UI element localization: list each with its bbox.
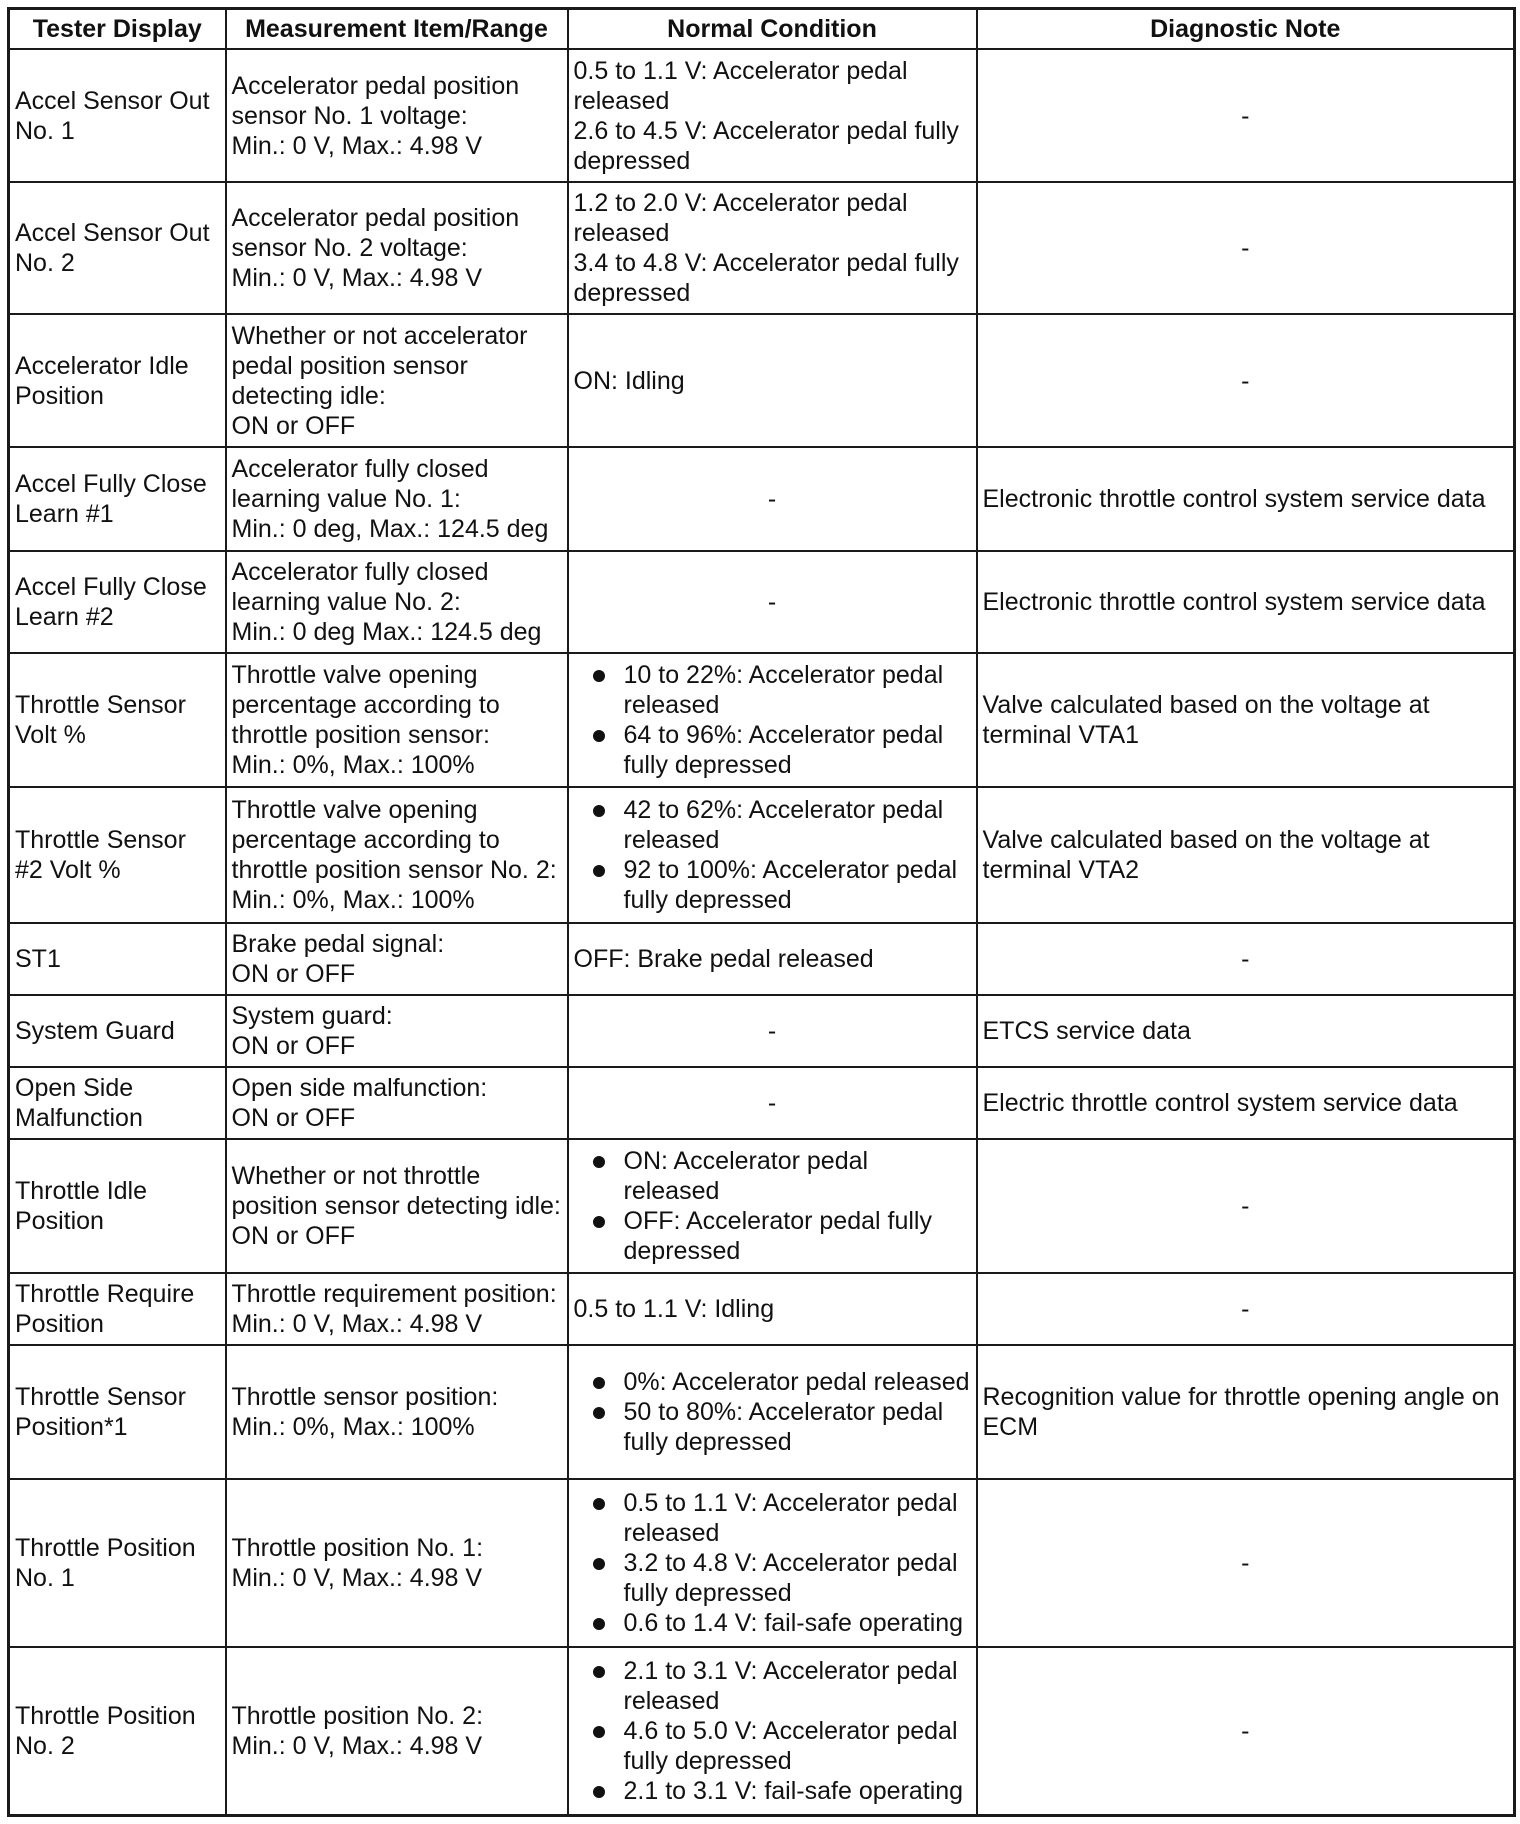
tester-display-cell: Accel Fully Close Learn #2 [9, 551, 226, 653]
measurement-line: Min.: 0 V, Max.: 4.98 V [231, 264, 483, 292]
tester-display-cell: Throttle Position No. 1 [9, 1479, 226, 1647]
normal-condition-list [574, 1656, 971, 1806]
table-row [9, 1139, 1515, 1273]
normal-condition-line: - [767, 485, 777, 513]
table-row [9, 1479, 1515, 1647]
table-row [9, 551, 1515, 653]
normal-condition-cell [568, 923, 977, 995]
normal-condition-cell [568, 1345, 977, 1479]
normal-condition-list [574, 1367, 971, 1457]
measurement-cell [226, 1067, 568, 1139]
normal-condition-line: - [767, 1089, 777, 1117]
diagnostic-note-cell: - [977, 49, 1515, 182]
header-tester-display: Tester Display [9, 9, 226, 50]
normal-condition-cell [568, 1067, 977, 1139]
normal-condition-cell [568, 995, 977, 1067]
measurement-cell [226, 787, 568, 923]
tester-display-cell: Open Side Malfunction [9, 1067, 226, 1139]
table-row [9, 1273, 1515, 1345]
normal-condition-item: 2.1 to 3.1 V: Accelerator pedal released [574, 1656, 971, 1716]
tester-display-cell: Throttle Sensor Volt % [9, 653, 226, 787]
measurement-cell [226, 1647, 568, 1815]
measurement-line: ON or OFF [231, 1032, 356, 1060]
normal-condition-item: 10 to 22%: Accelerator pedal released [574, 660, 971, 720]
measurement-line: Throttle requirement position: [231, 1280, 557, 1308]
measurement-line: Min.: 0%, Max.: 100% [231, 1413, 475, 1441]
normal-condition-cell [568, 1139, 977, 1273]
normal-condition-item: 42 to 62%: Accelerator pedal released [574, 795, 971, 855]
normal-condition-item: 0.5 to 1.1 V: Accelerator pedal released [574, 1488, 971, 1548]
measurement-line: Min.: 0 deg Max.: 124.5 deg [231, 618, 542, 646]
normal-condition-cell [568, 314, 977, 447]
measurement-line: Throttle valve opening percentage according to throttle position sensor No. 2: [231, 796, 557, 884]
normal-condition-list [574, 795, 971, 915]
normal-condition-item: ON: Accelerator pedal released [574, 1146, 971, 1206]
diagnostic-note-cell: - [977, 182, 1515, 314]
tester-display-cell: Throttle Sensor #2 Volt % [9, 787, 226, 923]
normal-condition-item: OFF: Accelerator pedal fully depressed [574, 1206, 971, 1266]
measurement-cell [226, 49, 568, 182]
header-diagnostic-note: Diagnostic Note [977, 9, 1515, 50]
measurement-cell [226, 1139, 568, 1273]
measurement-line: Min.: 0 V, Max.: 4.98 V [231, 131, 483, 160]
measurement-line: Throttle position No. 1: [231, 1534, 484, 1562]
measurement-line: Throttle position No. 2: [231, 1701, 484, 1730]
measurement-line: Throttle valve opening percentage according to throttle position sensor: [231, 661, 500, 749]
normal-condition-line: OFF: Brake pedal released [573, 945, 874, 973]
tester-display-cell: System Guard [9, 995, 226, 1067]
table-row [9, 995, 1515, 1067]
measurement-cell [226, 447, 568, 551]
normal-condition-line: 2.6 to 4.5 V: Accelerator pedal fully depressed [573, 116, 959, 175]
normal-condition-cell [568, 1273, 977, 1345]
measurement-line: System guard: [231, 1002, 393, 1030]
diagnostic-note-cell: - [977, 1139, 1515, 1273]
normal-condition-line: - [767, 588, 777, 616]
measurement-line: Accelerator fully closed learning value No. 2: [231, 558, 489, 616]
normal-condition-cell [568, 1479, 977, 1647]
measurement-cell [226, 995, 568, 1067]
tester-display-cell: Throttle Idle Position [9, 1139, 226, 1273]
tester-display-cell: Throttle Position No. 2 [9, 1647, 226, 1815]
tester-display-cell: Accelerator Idle Position [9, 314, 226, 447]
measurement-line: Accelerator pedal position sensor No. 1 voltage: [231, 71, 520, 130]
normal-condition-cell [568, 787, 977, 923]
normal-condition-cell [568, 653, 977, 787]
measurement-cell [226, 314, 568, 447]
measurement-line: Min.: 0%, Max.: 100% [231, 886, 475, 914]
service-data-table-container [7, 7, 1516, 1817]
diagnostic-note-cell: ETCS service data [977, 995, 1515, 1067]
normal-condition-list [574, 1488, 971, 1638]
diagnostic-note-cell: - [977, 1273, 1515, 1345]
table-row [9, 314, 1515, 447]
measurement-line: ON or OFF [231, 411, 356, 440]
measurement-cell [226, 653, 568, 787]
measurement-line: Brake pedal signal: [231, 930, 445, 958]
measurement-line: Min.: 0%, Max.: 100% [231, 751, 475, 779]
normal-condition-item: 50 to 80%: Accelerator pedal fully depressed [574, 1397, 971, 1457]
measurement-line: Open side malfunction: [231, 1074, 488, 1102]
tester-display-cell: Accel Fully Close Learn #1 [9, 447, 226, 551]
measurement-cell [226, 182, 568, 314]
measurement-line: Whether or not accelerator pedal position sensor detecting idle: [231, 321, 528, 410]
diagnostic-note-cell: - [977, 923, 1515, 995]
measurement-line: Accelerator fully closed learning value No. 1: [231, 455, 489, 513]
diagnostic-note-cell: Electric throttle control system service data [977, 1067, 1515, 1139]
measurement-cell [226, 1345, 568, 1479]
normal-condition-line: 1.2 to 2.0 V: Accelerator pedal released [573, 189, 908, 247]
normal-condition-item: 0%: Accelerator pedal released [574, 1367, 971, 1397]
header-normal-condition: Normal Condition [568, 9, 977, 50]
normal-condition-item: 4.6 to 5.0 V: Accelerator pedal fully depressed [574, 1716, 971, 1776]
normal-condition-cell [568, 49, 977, 182]
table-row [9, 1647, 1515, 1815]
measurement-line: Min.: 0 V, Max.: 4.98 V [231, 1310, 483, 1338]
measurement-line: ON or OFF [231, 1104, 356, 1132]
table-row [9, 787, 1515, 923]
normal-condition-list [574, 660, 971, 780]
measurement-cell [226, 1273, 568, 1345]
diagnostic-note-cell: - [977, 314, 1515, 447]
measurement-line: Min.: 0 V, Max.: 4.98 V [231, 1731, 483, 1760]
normal-condition-item: 92 to 100%: Accelerator pedal fully depressed [574, 855, 971, 915]
diagnostic-note-cell: Electronic throttle control system service data [977, 447, 1515, 551]
table-row [9, 182, 1515, 314]
normal-condition-line: - [767, 1017, 777, 1045]
table-row [9, 1345, 1515, 1479]
tester-display-cell: Accel Sensor Out No. 1 [9, 49, 226, 182]
table-row [9, 653, 1515, 787]
normal-condition-item: 64 to 96%: Accelerator pedal fully depressed [574, 720, 971, 780]
header-measurement-item: Measurement Item/Range [226, 9, 568, 50]
normal-condition-line: 0.5 to 1.1 V: Accelerator pedal released [573, 56, 908, 115]
normal-condition-cell [568, 447, 977, 551]
measurement-cell [226, 923, 568, 995]
diagnostic-note-cell: - [977, 1647, 1515, 1815]
normal-condition-item: 2.1 to 3.1 V: fail-safe operating [574, 1776, 971, 1806]
diagnostic-note-cell: Valve calculated based on the voltage at terminal VTA1 [977, 653, 1515, 787]
diagnostic-note-cell: Valve calculated based on the voltage at terminal VTA2 [977, 787, 1515, 923]
normal-condition-cell [568, 551, 977, 653]
tester-display-cell: Accel Sensor Out No. 2 [9, 182, 226, 314]
normal-condition-item: 3.2 to 4.8 V: Accelerator pedal fully depressed [574, 1548, 971, 1608]
measurement-line: ON or OFF [231, 960, 356, 988]
measurement-cell [226, 1479, 568, 1647]
measurement-line: Throttle sensor position: [231, 1383, 499, 1411]
diagnostic-note-cell: Recognition value for throttle opening angle on ECM [977, 1345, 1515, 1479]
measurement-cell [226, 551, 568, 653]
table-row [9, 1067, 1515, 1139]
measurement-line: Min.: 0 V, Max.: 4.98 V [231, 1564, 483, 1592]
table-row [9, 49, 1515, 182]
table-body [9, 49, 1515, 1815]
normal-condition-list [574, 1146, 971, 1266]
normal-condition-cell [568, 182, 977, 314]
diagnostic-note-cell: Electronic throttle control system service data [977, 551, 1515, 653]
tester-display-cell: Throttle Sensor Position*1 [9, 1345, 226, 1479]
measurement-line: Min.: 0 deg, Max.: 124.5 deg [231, 515, 549, 543]
normal-condition-cell [568, 1647, 977, 1815]
normal-condition-line: 3.4 to 4.8 V: Accelerator pedal fully depressed [573, 249, 959, 307]
tester-display-cell: Throttle Require Position [9, 1273, 226, 1345]
measurement-line: Accelerator pedal position sensor No. 2 voltage: [231, 204, 520, 262]
normal-condition-item: 0.6 to 1.4 V: fail-safe operating [574, 1608, 971, 1638]
measurement-line: ON or OFF [231, 1222, 356, 1250]
measurement-line: Whether or not throttle position sensor detecting idle: [231, 1162, 561, 1220]
diagnostic-note-cell: - [977, 1479, 1515, 1647]
table-header-row [9, 9, 1515, 50]
tester-display-cell: ST1 [9, 923, 226, 995]
table-row [9, 447, 1515, 551]
table-row [9, 923, 1515, 995]
service-data-table [7, 7, 1516, 1817]
normal-condition-line: ON: Idling [573, 366, 685, 395]
normal-condition-line: 0.5 to 1.1 V: Idling [573, 1295, 775, 1323]
